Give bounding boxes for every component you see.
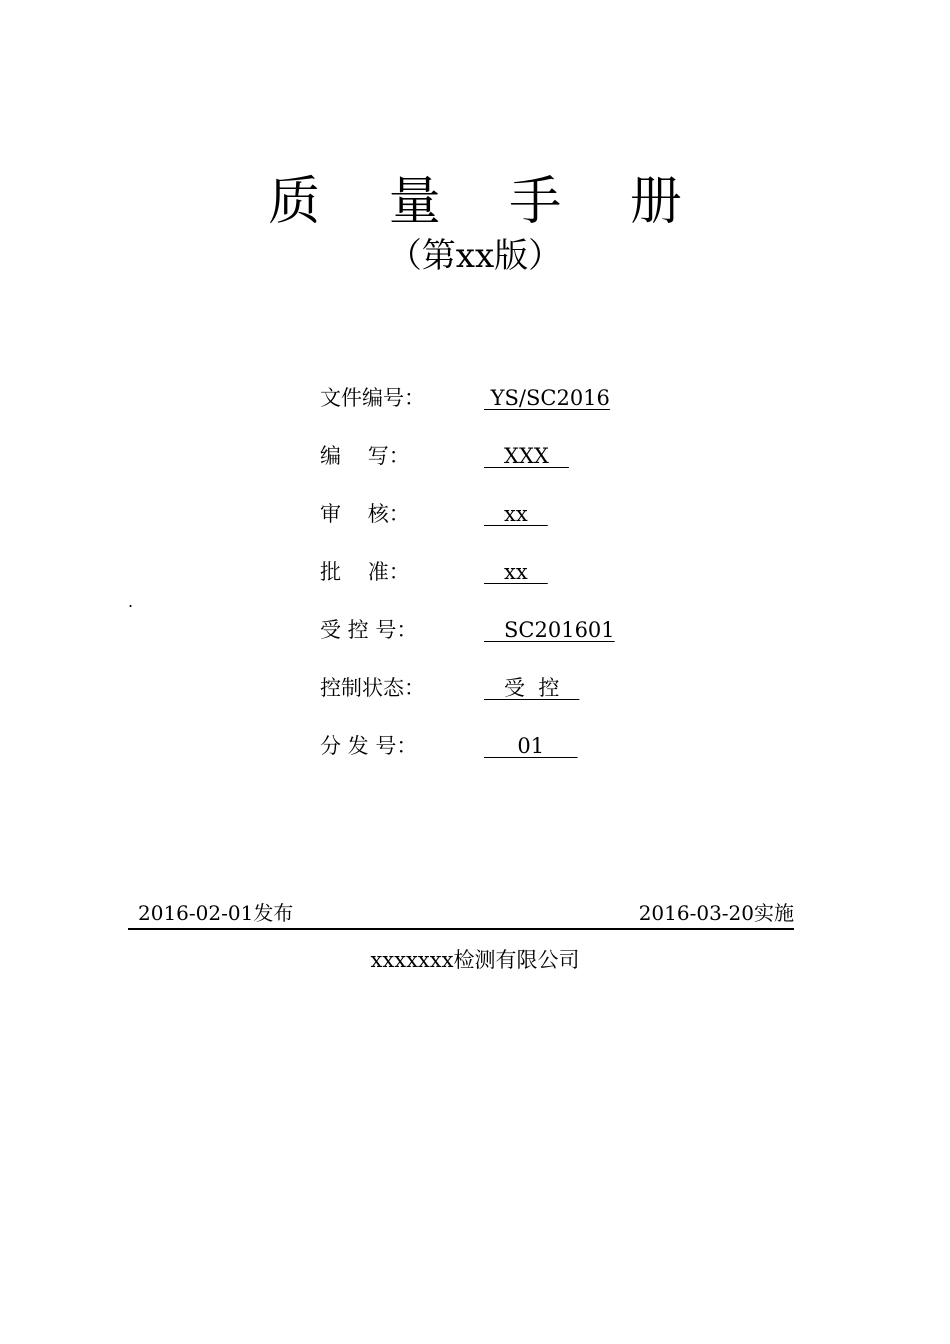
issue-date: 2016-02-01发布 [138,901,294,925]
field-row-author [320,438,720,474]
effective-date: 2016-03-20实施 [638,901,794,925]
field-label: 分 发 号： [320,734,418,758]
field-label: 受 控 号： [320,618,418,642]
field-row-approver [320,554,720,590]
stray-mark: . [128,592,134,611]
field-value: 01 [484,734,578,758]
field-value: xx [484,502,548,526]
field-row-control-status [320,670,720,706]
document-title: 质 量 手 册 [268,172,708,232]
field-value: YS/SC2016 [484,386,610,410]
field-value: SC201601 [484,618,615,642]
field-label: 批 准： [320,560,410,584]
field-label: 审 核： [320,502,410,526]
field-value: xx [484,560,548,584]
field-label: 文件编号： [320,386,425,410]
field-label: 控制状态： [320,676,425,700]
field-row-reviewer [320,496,720,532]
field-row-control-number [320,612,720,648]
field-value: 受 控 [484,676,580,700]
field-row-file-number [320,380,720,416]
date-line [128,898,794,930]
field-value: XXX [484,444,569,468]
field-label: 编 写： [320,444,410,468]
company-name: xxxxxxx检测有限公司 [370,948,580,972]
document-edition: （第xx版） [387,236,563,276]
field-row-distribution-number [320,728,720,764]
